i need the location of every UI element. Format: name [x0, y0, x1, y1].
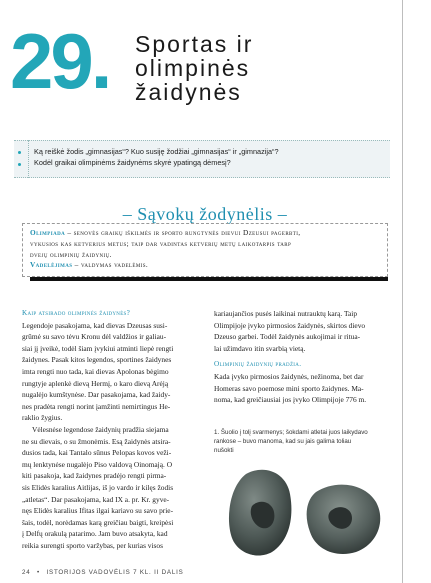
- vocab-entry-line: dvejų olimpinių žaidynių.: [30, 249, 112, 259]
- vocab-term: Vadelėjimas: [30, 260, 73, 270]
- lesson-title-line: olimpinės: [135, 55, 251, 81]
- text-line: Kada įvyko pirmosios žaidynės, nežinoma, bet dar: [214, 371, 364, 381]
- section-heading: Kaip atsirado olimpinės žaidynės?: [22, 309, 131, 317]
- text-line: raklio žygius.: [22, 413, 63, 423]
- text-line: kariaujančios pusės laikinai nutrauktų karą. Taip: [214, 309, 358, 318]
- vocab-entry-line: [30, 260, 382, 271]
- vocabulary-title: – Sąvokų žodynėlis –: [122, 204, 288, 224]
- text-line: reikia surengti sporto varžybas, per kurias visos: [22, 540, 164, 550]
- text-line: Legendoje pasakojama, kad dievas Dzeusas susi-: [22, 320, 168, 330]
- text-line: lai užimdavo itin svarbią vietą.: [214, 343, 306, 353]
- jumping-weights-image: [224, 462, 394, 562]
- lesson-title: [135, 32, 395, 104]
- left-column: [22, 308, 204, 551]
- right-weight: [307, 485, 381, 554]
- text-line: kiti pasakoja, kad žaidynes pradėjo rengti pirma-: [22, 471, 167, 481]
- text-line: šais, todėl, norėdamas karą greičiau baigti, kreipėsi: [22, 517, 174, 527]
- questions-text: [34, 146, 386, 168]
- text-line: „atletas“. Dar pasakojama, kad IX a. pr. Kr. gyve-: [22, 494, 170, 504]
- figure-caption: [214, 428, 392, 455]
- text-line: dusios tada, kai Tantalo sūnus Pelopas kovos veži-: [22, 448, 172, 458]
- text-line: Vėlesnėse legendose žaidynių pradžia siejama: [32, 424, 169, 434]
- page-footer: [22, 569, 184, 576]
- question-line: Ką reiškė žodis „gimnasijas“? Kuo susiję žodžiai „gimnasijas“ ir „gimnazija“?: [34, 147, 279, 156]
- caption-line: 1. Šuolio į tolį svarmenys; šokdami atletai juos laikydavo: [214, 429, 368, 436]
- text-line: rungtyje aplenkė dievą Hermį, o karo dievą Arėją: [22, 378, 169, 388]
- lesson-number: 29.: [10, 17, 110, 105]
- text-line: Olimpijoje įvyko pirmosios žaidynės, skirtos dievo: [214, 320, 366, 330]
- section-heading: Olimpinių žaidynių pradžia.: [214, 360, 302, 369]
- text-line: nęs Elidės karalius Ifitas ilgai kariavo su savo prie-: [22, 506, 174, 516]
- vocab-term: Olimpiada: [30, 228, 66, 237]
- right-column: [214, 308, 392, 406]
- text-line: ne su dievais, o su žmonėmis. Esą žaidynės atsira-: [22, 436, 171, 446]
- text-line: Dzeuso garbei. Todėl žaidynės aukojimai ir ritua-: [214, 332, 361, 342]
- lesson-title-line: Sportas ir: [135, 31, 254, 57]
- text-line: mų lenktynėse nugalėjo Piso valdovą Oinomają. O: [22, 459, 173, 469]
- vocabulary-entries: [30, 228, 382, 271]
- left-weight: [229, 470, 291, 556]
- question-line: Kodėl graikai olimpinėms žaidynėms skyrė ypatingą dėmesį?: [34, 158, 231, 167]
- text-line: Homeras savo poemose mini sporto žaidynes. Ma-: [214, 383, 364, 393]
- caption-line: rankose – buvo manoma, kad su jais galima toliau: [214, 438, 352, 445]
- vocab-definition: – valdymas vadelėmis.: [72, 260, 149, 270]
- vocabulary-box-shadow: [30, 277, 388, 281]
- text-line: nes pradėta rengti norint įamžinti nemirtingus He-: [22, 401, 171, 411]
- text-line: nugalėjo kumštynėse. Dar pasakojama, kad žaidy-: [22, 390, 171, 400]
- caption-line: nušokti: [214, 447, 234, 454]
- text-line: į Delfų orakulą patarimo. Jam buvo atsakyta, kad: [22, 529, 168, 539]
- page-number: 24: [22, 569, 31, 576]
- footer-bullet: •: [37, 569, 40, 576]
- text-line: imta rengti nuo tada, kai dievas Apolonas bėgimo: [22, 366, 169, 376]
- text-line: sis Elidės karalius Aitlijas, iš jo vardo ir kilęs žodis: [22, 482, 174, 492]
- page-edge-rule: [402, 0, 403, 583]
- text-line: žaidynes. Pasak kitos legendos, sportines žaidynes: [22, 355, 172, 365]
- book-title: ISTORIJOS VADOVĖLIS 7 KL. II DALIS: [46, 569, 184, 576]
- vocab-definition: – senovės graikų iškilmės ir sporto rungtynės dievui Dzeusui pagerbti,: [65, 228, 301, 237]
- jumping-weights-illustration: [224, 462, 394, 562]
- vocab-entry-line: vykusios kas ketverius metus; taip dar vadintas ketverių metų laikotarpis tarp: [30, 238, 292, 248]
- text-line: noma, kad greičiausiai jos įvyko Olimpijoje 776 m.: [214, 395, 367, 405]
- lesson-title-line: žaidynės: [135, 79, 242, 105]
- vocab-entry-line: [30, 228, 382, 239]
- text-line: grūmė su savo tėvu Kronu dėl valdžios ir galiau-: [22, 332, 167, 342]
- text-line: siai jį įveikė, todėl šiam įvykiui atminti liepė rengti: [22, 343, 174, 353]
